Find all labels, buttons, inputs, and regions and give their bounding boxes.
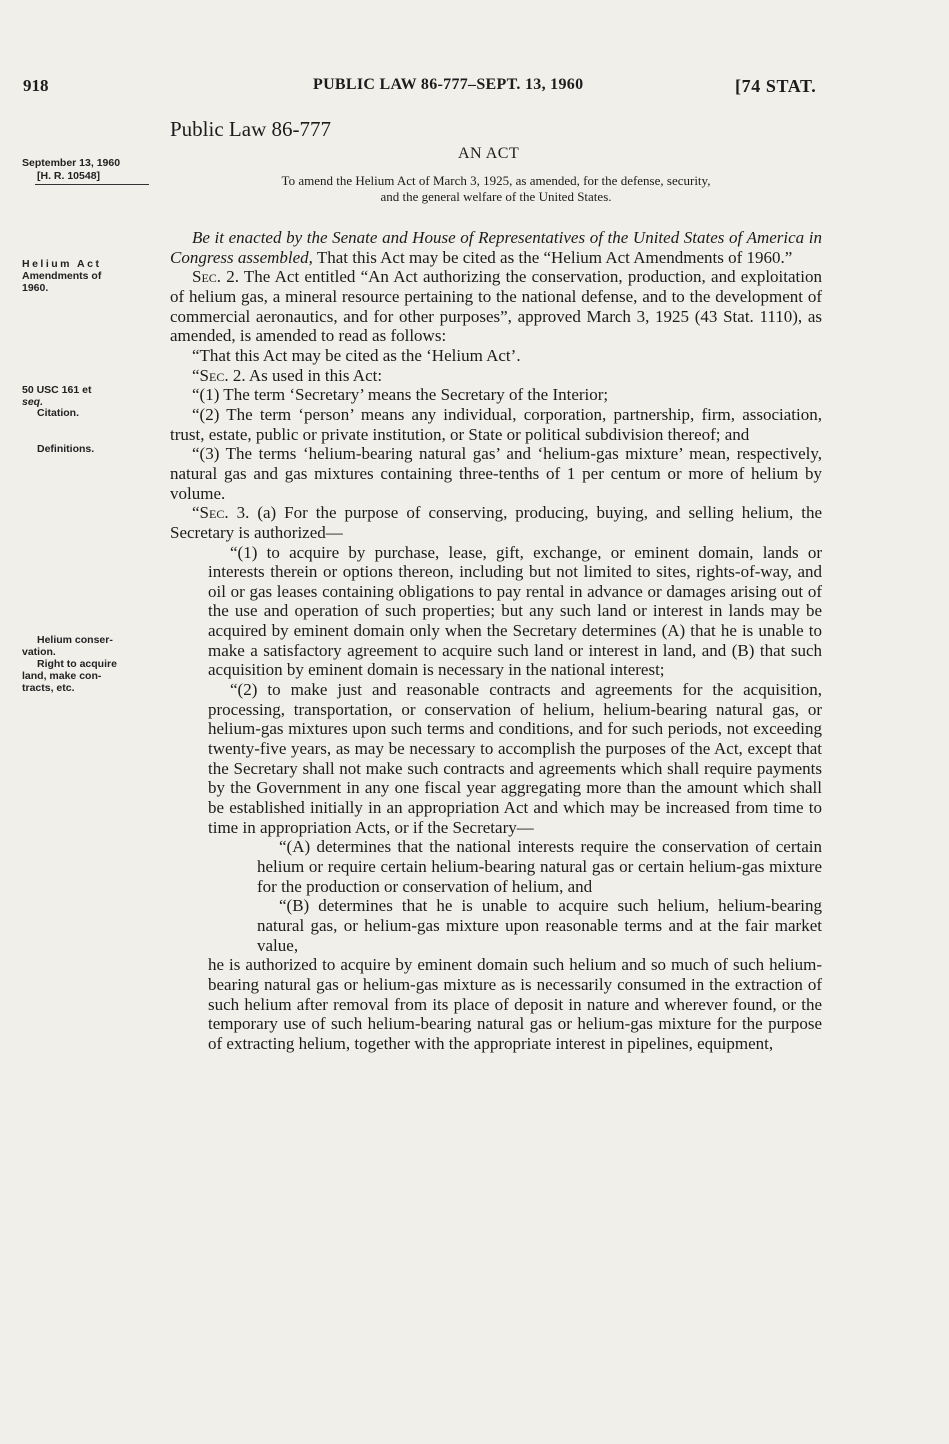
page-number: 918: [23, 76, 49, 95]
definition-2: “(2) The term ‘person’ means any individual, corporation, partnership, firm, association, trust, estate, public or private institution, or State or political subdivision thereof; and: [170, 404, 822, 444]
margin-rule: [35, 184, 149, 185]
section-2: Sec. 2. The Act entitled “An Act authorizing the conservation, production, and exploitation of helium gas, a mineral resource pertaining to the national defense, and to the development of commercial aeronautics, and for other purposes”, approved March 3, 1925 (43 Stat. 1110), as amended, is amended to read as follows:: [170, 267, 822, 346]
margin-right-to-acquire: Right to acquire: [37, 658, 117, 670]
margin-citation: Citation.: [37, 407, 79, 419]
definition-3: “(3) The terms ‘helium-bearing natural gas’ and ‘helium-gas mixture’ mean, respectively, natural gas and gas mixtures containing three-tenths of 1 per centum or more of helium by volume.: [170, 444, 822, 503]
public-law-title: Public Law 86-777: [170, 117, 331, 141]
definition-1: “(1) The term ‘Secretary’ means the Secretary of the Interior;: [192, 385, 609, 405]
enacting-clause: Be it enacted by the Senate and House of Representatives of the United States of America in Congress assembled, That this Act may be cited as the “Helium Act Amendments of 1960.”: [170, 228, 822, 267]
margin-short-title: Amendments of: [22, 270, 102, 282]
margin-helium-conservation: vation.: [22, 646, 56, 658]
definitions-section: “Sec. 2. As used in this Act:: [192, 365, 383, 385]
citation-line: “That this Act may be cited as the ‘Helium Act’.: [192, 345, 521, 365]
margin-short-title: Helium Act: [22, 258, 102, 270]
section-3: “Sec. 3. (a) For the purpose of conserving, producing, buying, and selling helium, the Secretary is authorized—: [170, 503, 822, 542]
long-title: [170, 173, 822, 205]
body-text: [170, 228, 822, 1054]
paragraph-1: “(1) to acquire by purchase, lease, gift, exchange, or eminent domain, lands or interests therein or options thereon, including but not limited to sites, rights-of-way, and oil or gas leases containing obligations to pay rental in advance or damages arising out of the use and operation of such properties; but any such land or interest in lands may be acquired by eminent domain only when the Secretary determines (A) that he is unable to make a satisfactory agreement to acquire such land or interest in land, and (B) that such acquisition by eminent domain is necessary in the national interest;: [208, 542, 822, 680]
margin-date: September 13, 1960: [22, 157, 121, 169]
margin-usc: 50 USC 161 et: [22, 384, 92, 396]
long-title-line: To amend the Helium Act of March 3, 1925, as amended, for the defense, security,: [281, 173, 711, 188]
an-act-heading: AN ACT: [458, 145, 520, 162]
margin-right-to-acquire: land, make con-: [22, 670, 102, 682]
margin-bill-number: [H. R. 10548]: [37, 170, 101, 182]
margin-short-title: 1960.: [22, 282, 49, 294]
margin-definitions: Definitions.: [37, 443, 95, 455]
subparagraph-a: “(A) determines that the national interests require the conservation of certain helium or require certain helium-bearing natural gas or certain helium-gas mixture for the production or conservation of helium, and: [257, 837, 822, 896]
statute-reference: [74 STAT.: [735, 76, 817, 96]
closing-paragraph: he is authorized to acquire by eminent domain such helium and so much of such helium-bearing natural gas or helium-gas mixture as is necessarily consumed in the extraction of such helium after removal from its place of deposit in nature and wherever found, or the temporary use of such helium-bearing natural gas or helium-gas mixture for the purpose of extracting helium, together with the appropriate interest in pipelines, equipment,: [208, 955, 822, 1053]
subparagraph-b: “(B) determines that he is unable to acquire such helium, helium-bearing natural gas, or helium-gas mixture upon reasonable terms and at the fair market value,: [257, 896, 822, 955]
margin-right-to-acquire: tracts, etc.: [22, 682, 75, 694]
margin-usc: seq.: [22, 396, 44, 408]
margin-helium-conservation: Helium conser-: [37, 634, 113, 646]
long-title-line: and the general welfare of the United States.: [380, 189, 612, 204]
paragraph-2: “(2) to make just and reasonable contracts and agreements for the acquisition, processing, transportation, or conservation of helium, helium-bearing natural gas, or helium-gas mixtures upon such terms and conditions, and for such periods, not exceeding twenty-five years, as may be necessary to accomplish the purposes of the Act, except that the Secretary shall not make such contracts and agreements which shall require payments by the Government in any one fiscal year aggregating more than the amount which shall be established initially in an appropriation Act and which may be increased from time to time in appropriation Acts, or if the Secretary—: [208, 680, 822, 837]
running-head: PUBLIC LAW 86-777–SEPT. 13, 1960: [313, 76, 584, 93]
